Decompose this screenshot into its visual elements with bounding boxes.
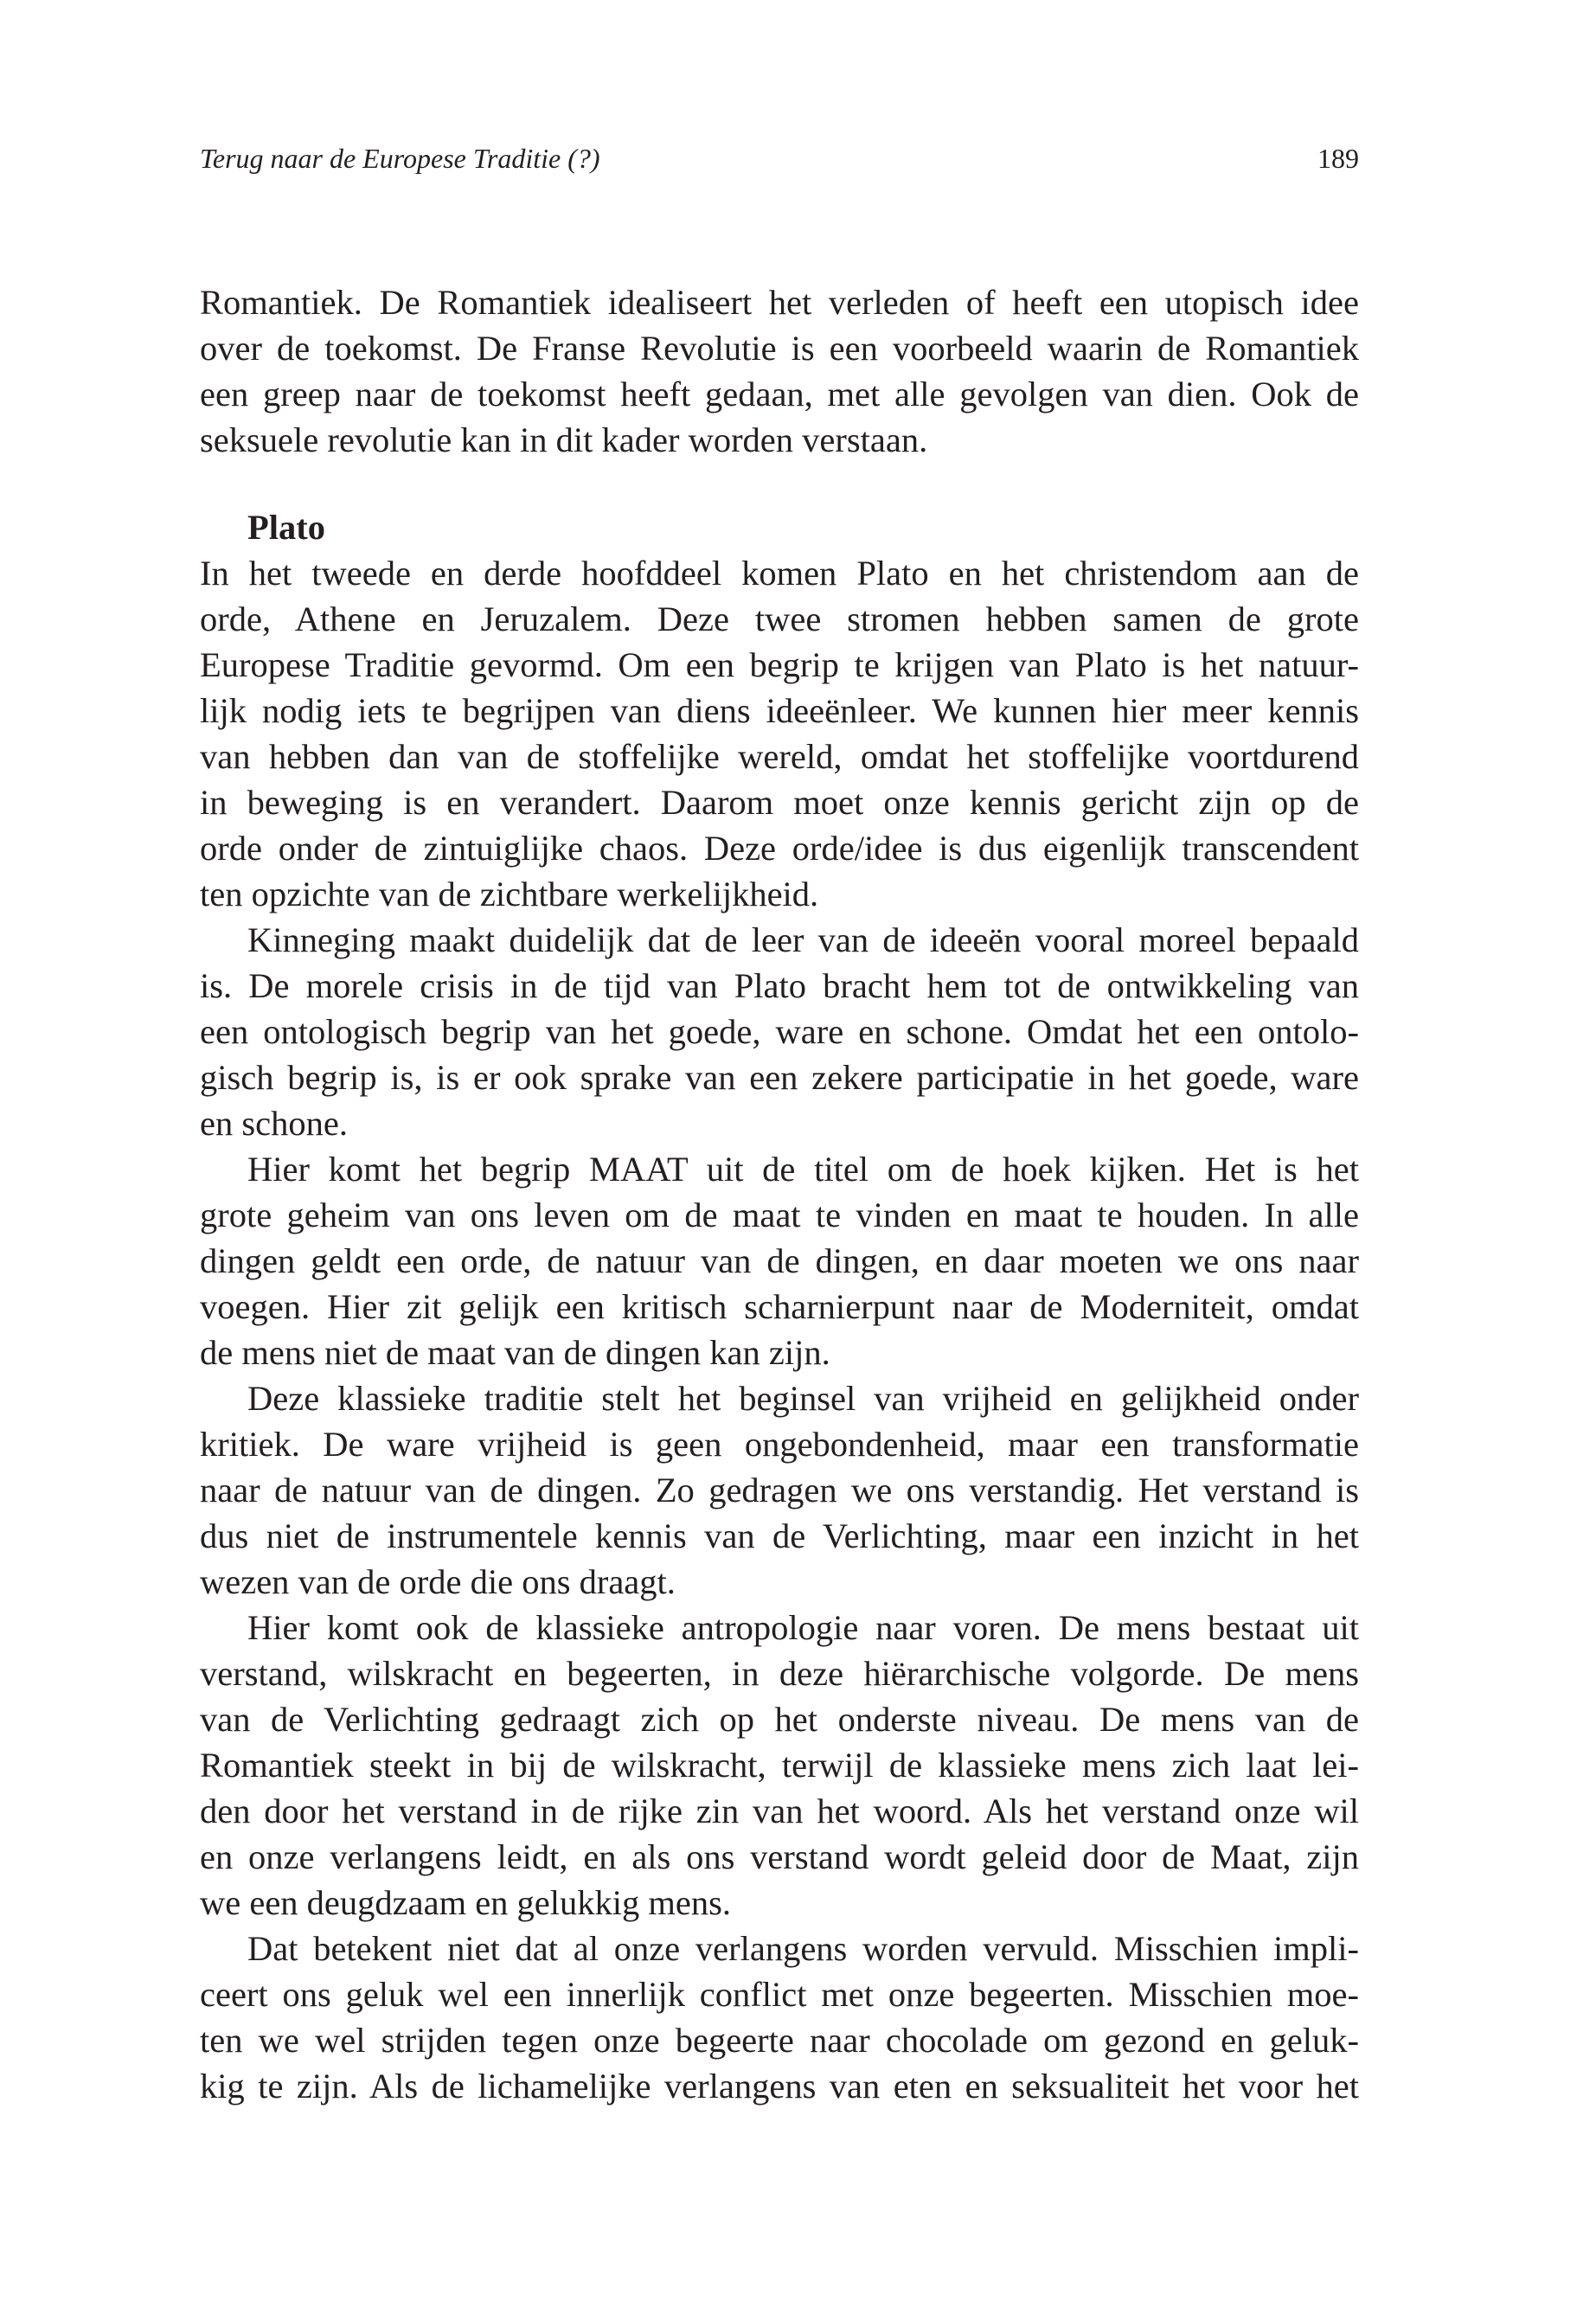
text-line: ceert ons geluk wel een innerlijk conflict met onze begeerten. Misschien moe- (200, 1975, 1359, 2014)
text-line: over de toekomst. De Franse Revolutie is een voorbeeld waarin de Romantiek (200, 329, 1359, 368)
text-line: van de Verlichting gedraagt zich op het onderste niveau. De mens van de (200, 1700, 1359, 1739)
section-spacer (200, 463, 1359, 504)
text-line: en onze verlangens leidt, en als ons verstand wordt geleid door de Maat, zijn (200, 1837, 1359, 1876)
text-line: ten opzichte van de zichtbare werkelijkheid. (200, 875, 819, 913)
text-line: is. De morele crisis in de tijd van Plato bracht hem tot de ontwikkeling van (200, 966, 1359, 1005)
text-line: een greep naar de toekomst heeft gedaan, met alle gevolgen van dien. Ook de (200, 375, 1359, 413)
text-line: Deze klassieke traditie stelt het beginsel van vrijheid en gelijkheid onder (247, 1379, 1359, 1418)
text-line: Hier komt het begrip MAAT uit de titel om de hoek kijken. Het is het (247, 1150, 1359, 1189)
section-heading: Plato (247, 508, 325, 547)
text-line: een ontologisch begrip van het goede, ware en schone. Omdat het een ontolo- (200, 1012, 1359, 1051)
text-line: orde, Athene en Jeruzalem. Deze twee stromen hebben samen de grote (200, 599, 1359, 638)
text-line: kig te zijn. Als de lichamelijke verlangens van eten en seksualiteit het voor het (200, 2067, 1359, 2106)
paragraph-5 (200, 1605, 1359, 1926)
paragraph-6 (200, 1926, 1359, 2109)
text-line: Romantiek steekt in bij de wilskracht, terwijl de klassieke mens zich laat lei- (200, 1746, 1359, 1785)
text-line: grote geheim van ons leven om de maat te vinden en maat te houden. In alle (200, 1195, 1359, 1234)
text-line: we een deugdzaam en gelukkig mens. (200, 1883, 732, 1922)
text-line: Romantiek. De Romantiek idealiseert het verleden of heeft een utopisch idee (200, 283, 1359, 322)
text-line: den door het verstand in de rijke zin van het woord. Als het verstand onze wil (200, 1791, 1359, 1830)
text-line: in beweging is en verandert. Daarom moet onze kennis gericht zijn op de (200, 783, 1359, 822)
paragraph-2 (200, 917, 1359, 1146)
text-line: naar de natuur van de dingen. Zo gedragen we ons verstandig. Het verstand is (200, 1471, 1359, 1509)
text-line: en schone. (200, 1104, 348, 1143)
intro-paragraph (200, 279, 1359, 463)
text-line: voegen. Hier zit gelijk een kritisch scharnierpunt naar de Moderniteit, omdat (200, 1287, 1359, 1326)
paragraph-1 (200, 550, 1359, 917)
text-line: Dat betekent niet dat al onze verlangens worden vervuld. Misschien impli- (247, 1929, 1359, 1968)
text-line: gisch begrip is, is er ook sprake van een zekere participatie in het goede, ware (200, 1058, 1359, 1097)
text-line: In het tweede en derde hoofddeel komen Plato en het christendom aan de (200, 554, 1359, 593)
text-line: dingen geldt een orde, de natuur van de dingen, en daar moeten we ons naar (200, 1241, 1359, 1280)
text-line: Europese Traditie gevormd. Om een begrip te krijgen van Plato is het natuur- (200, 645, 1359, 684)
body-text (200, 279, 1359, 2109)
paragraph-3 (200, 1146, 1359, 1375)
text-line: de mens niet de maat van de dingen kan zijn. (200, 1333, 830, 1372)
text-line: ten we wel strijden tegen onze begeerte naar chocolade om gezond en geluk- (200, 2021, 1359, 2060)
text-line: lijk nodig iets te begrijpen van diens ideeënleer. We kunnen hier meer kennis (200, 691, 1359, 730)
text-line: kritiek. De ware vrijheid is geen ongebondenheid, maar een transformatie (200, 1425, 1359, 1464)
text-line: dus niet de instrumentele kennis van de Verlichting, maar een inzicht in het (200, 1516, 1359, 1555)
text-line: verstand, wilskracht en begeerten, in deze hiërarchische volgorde. De mens (200, 1654, 1359, 1693)
page-number: 189 (1317, 143, 1359, 174)
text-line: seksuele revolutie kan in dit kader worden verstaan. (200, 420, 928, 459)
text-line: orde onder de zintuiglijke chaos. Deze orde/idee is dus eigenlijk transcendent (200, 829, 1359, 868)
text-line: wezen van de orde die ons draagt. (200, 1562, 676, 1601)
paragraph-4 (200, 1375, 1359, 1605)
text-line: Kinneging maakt duidelijk dat de leer van de ideeën vooral moreel bepaald (247, 920, 1359, 959)
running-title: Terug naar de Europese Traditie (?) (200, 143, 600, 174)
text-line: van hebben dan van de stoffelijke wereld, omdat het stoffelijke voortdurend (200, 737, 1359, 776)
running-header (200, 137, 1359, 180)
text-line: Hier komt ook de klassieke antropologie naar voren. De mens bestaat uit (247, 1608, 1359, 1647)
